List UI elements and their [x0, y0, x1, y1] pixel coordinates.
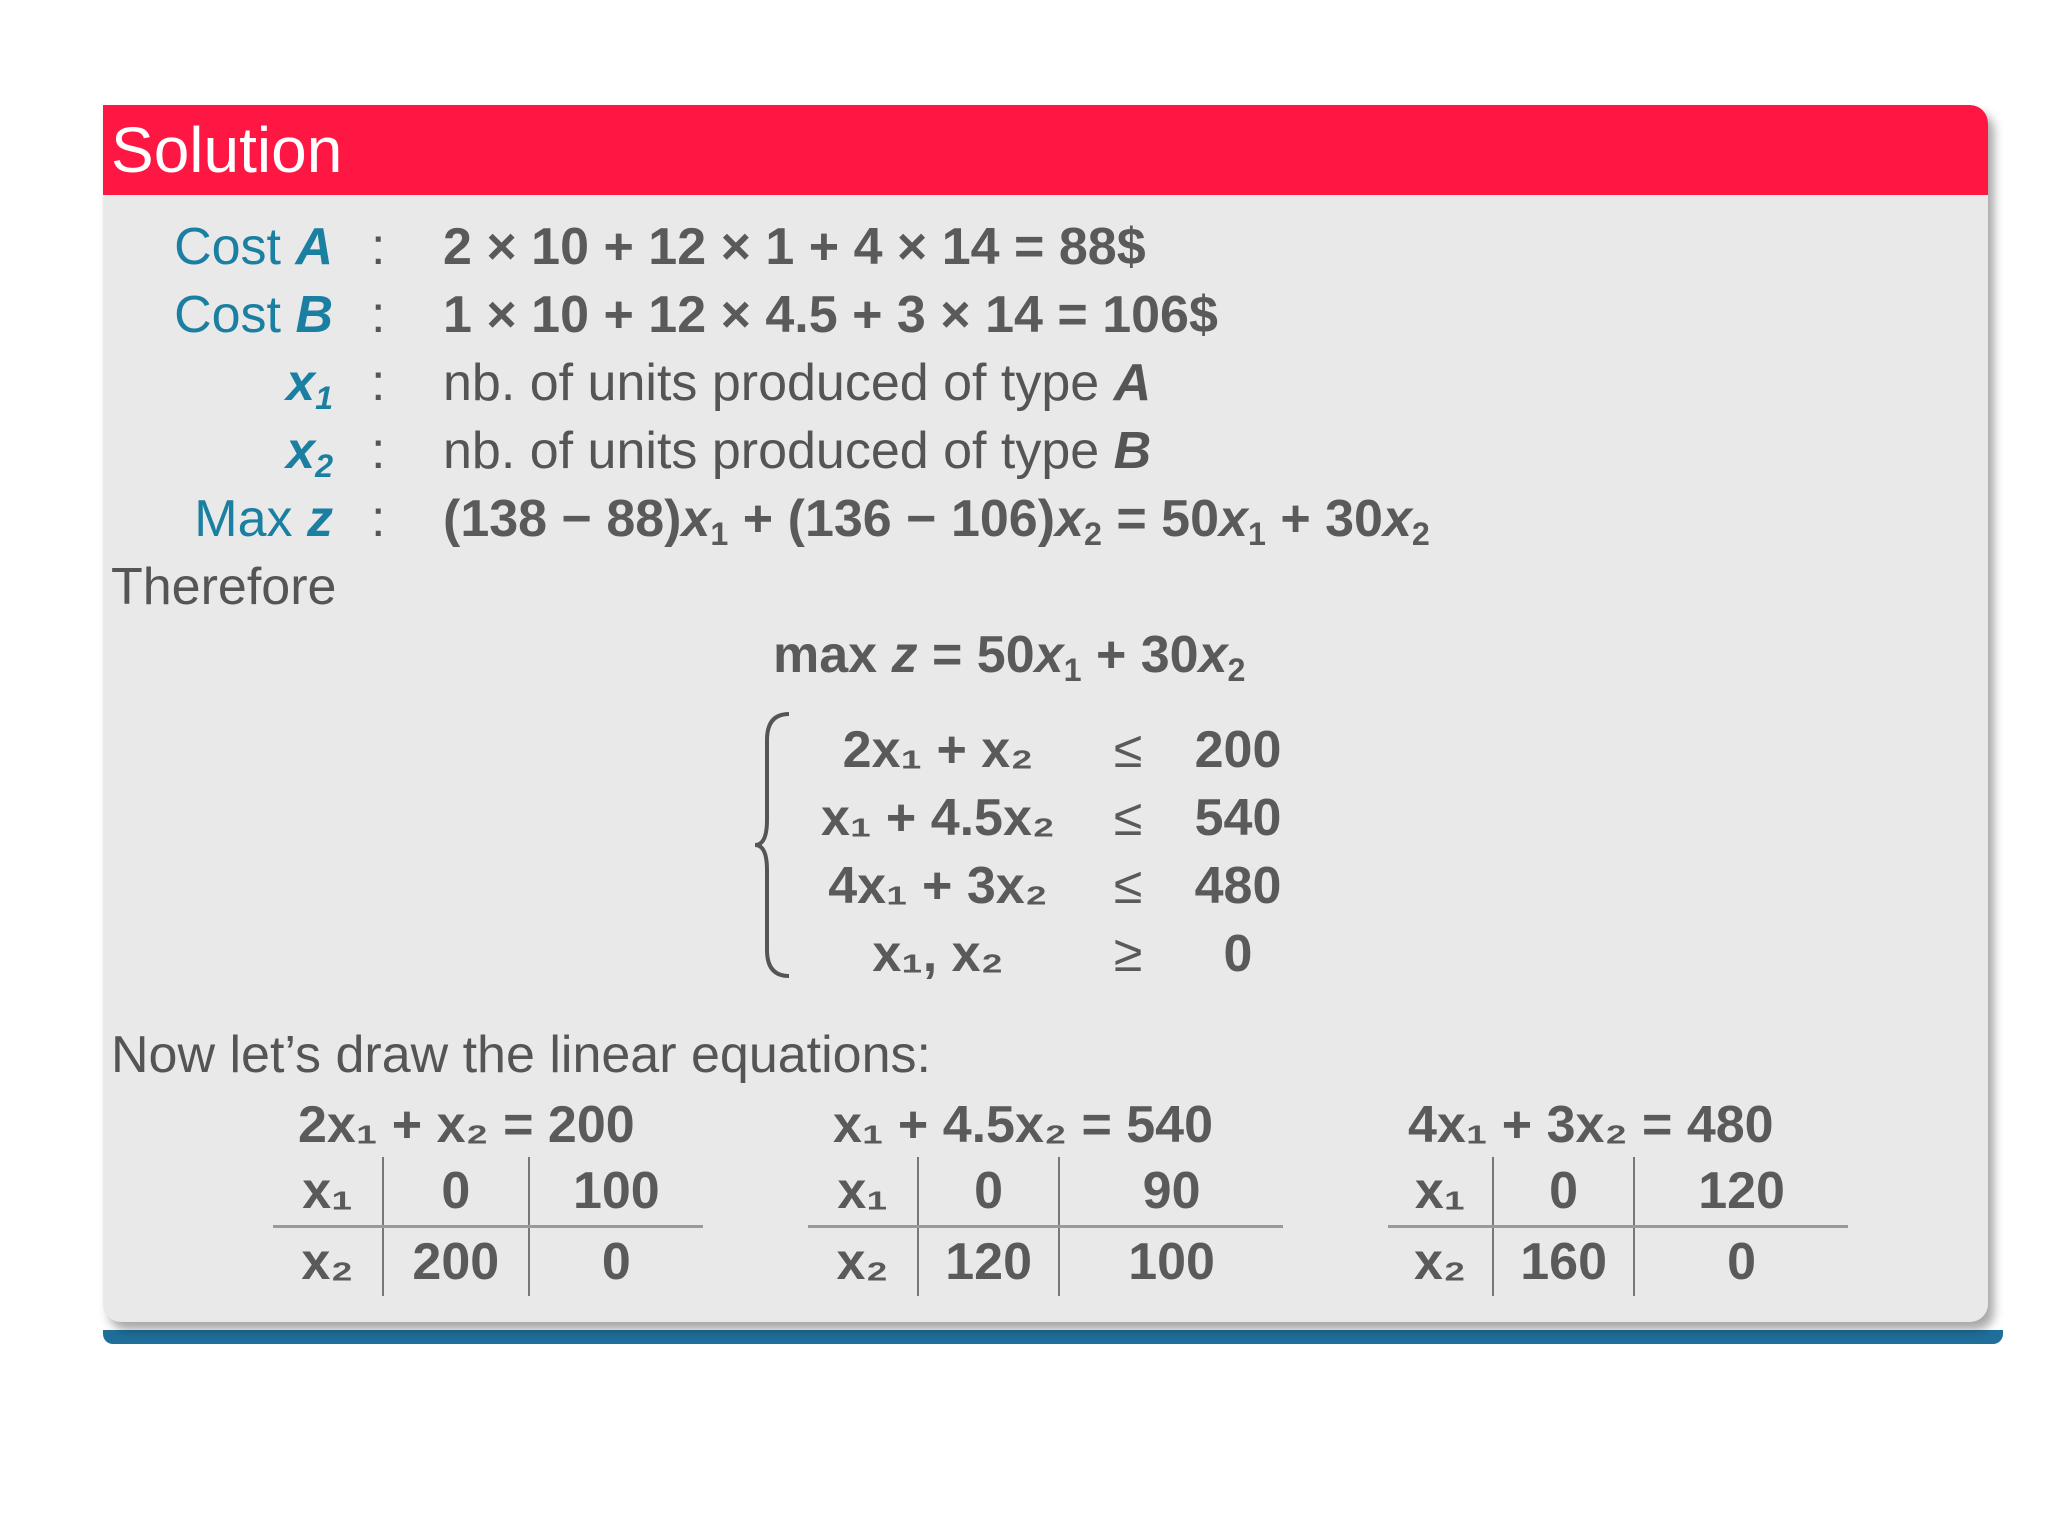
colon: : — [371, 354, 386, 412]
colon: : — [371, 422, 386, 480]
cost-a-expression: 2 × 10 + 12 × 1 + 4 × 14 = 88$ — [443, 218, 1146, 276]
colon: : — [371, 286, 386, 344]
definition-row-x1 — [103, 353, 1903, 415]
constraint-lhs: 4x₁ + 3x₂ — [828, 857, 1048, 915]
cost-a-label: Cost A — [174, 218, 333, 276]
objective-function: $\max z = 50x_1 + 30x_2$ — [773, 626, 1246, 689]
table-row: x₁ 0 100 — [273, 1157, 703, 1227]
constraint-rhs: 540 — [1194, 789, 1282, 847]
x2-label: $x_2$ — [286, 422, 333, 485]
table-2-title: x₁ + 4.5x₂ = 540 — [833, 1096, 1214, 1154]
constraint-rhs: 200 — [1194, 721, 1282, 779]
colon: : — [371, 218, 386, 276]
constraint-rhs: 0 — [1223, 925, 1253, 983]
therefore-text: Therefore — [111, 558, 337, 616]
solution-title: Solution — [111, 114, 343, 186]
cost-b-expression: 1 × 10 + 12 × 4.5 + 3 × 14 = 106$ — [443, 286, 1218, 344]
definition-row-x2 — [103, 421, 1903, 483]
constraint-operator: ≤ — [1113, 721, 1143, 779]
left-brace — [753, 710, 793, 980]
x2-definition: nb. of units produced of type B — [443, 422, 1152, 480]
table-row: x₁ 0 90 — [808, 1157, 1283, 1227]
constraint-operator: ≥ — [1113, 925, 1143, 983]
constraint-operator: ≤ — [1113, 857, 1143, 915]
table-row: x₂ 200 0 — [273, 1227, 703, 1297]
slide-footer-strip — [103, 1330, 2003, 1344]
definition-row-cost-a — [103, 217, 1903, 279]
table-row: x₂ 160 0 — [1388, 1227, 1848, 1297]
constraint-lhs: x₁, x₂ — [872, 925, 1004, 983]
table-2 — [808, 1157, 1283, 1296]
constraint-lhs: x₁ + 4.5x₂ — [821, 789, 1055, 847]
max-z-label: Max z — [194, 490, 333, 548]
solution-header — [103, 105, 1988, 195]
table-3 — [1388, 1157, 1848, 1296]
table-3-title: 4x₁ + 3x₂ = 480 — [1408, 1096, 1774, 1154]
table-row: x₁ 0 120 — [1388, 1157, 1848, 1227]
constraint-lhs: 2x₁ + x₂ — [842, 721, 1034, 779]
x1-definition: nb. of units produced of type A — [443, 354, 1152, 412]
constraint-rhs: 480 — [1194, 857, 1282, 915]
constraint-operator: ≤ — [1113, 789, 1143, 847]
solution-block — [103, 105, 1988, 1322]
x1-label: $x_1$ — [286, 354, 333, 417]
table-1-title: 2x₁ + x₂ = 200 — [298, 1096, 635, 1154]
draw-intro-text: Now let’s draw the linear equations: — [111, 1026, 931, 1084]
definition-row-cost-b — [103, 285, 1903, 347]
max-z-expression: $(138 - 88)x_1 + (136 - 106)x_2 = 50x_1 + 30x_2$ — [443, 490, 1430, 553]
colon: : — [371, 490, 386, 548]
table-row: x₂ 120 100 — [808, 1227, 1283, 1297]
definition-row-max-z — [103, 489, 1903, 551]
cost-b-label: Cost B — [174, 286, 333, 344]
table-1 — [273, 1157, 703, 1296]
